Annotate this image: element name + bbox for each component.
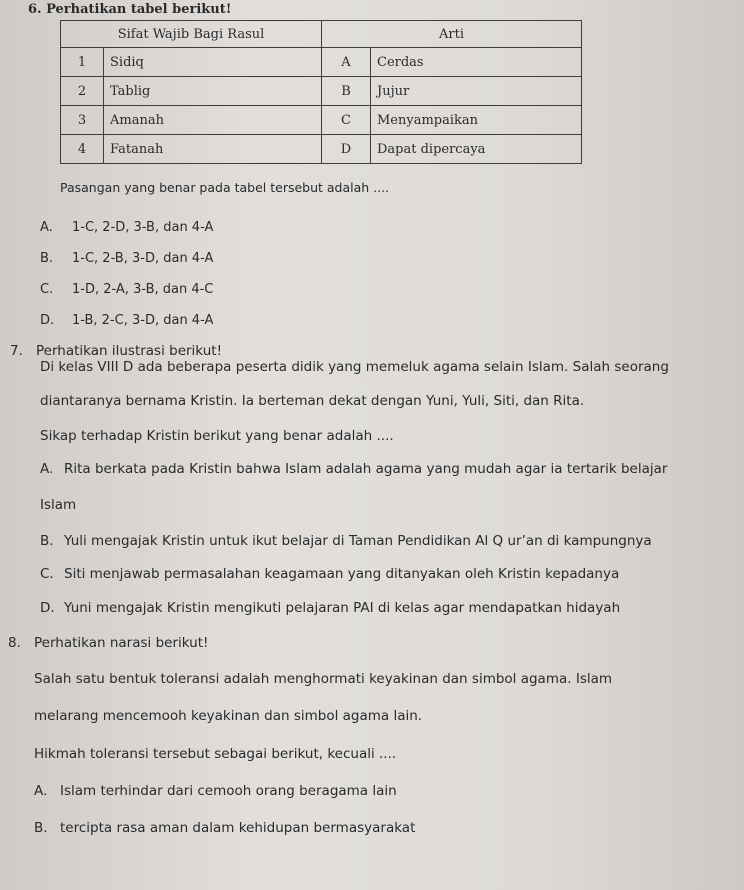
- q7-option-a-continued: Islam: [40, 497, 77, 513]
- row-name: Fatanah: [104, 135, 322, 164]
- option-text: 1-C, 2-D, 3-B, dan 4-A: [72, 220, 214, 235]
- option-text: 1-B, 2-C, 3-D, dan 4-A: [72, 313, 214, 328]
- q8-option-b[interactable]: [34, 820, 415, 836]
- row-number: 4: [61, 135, 104, 164]
- q6-table: [60, 20, 582, 164]
- option-label: C.: [40, 282, 54, 297]
- q7-prompt: Sikap terhadap Kristin berikut yang benar adalah ....: [40, 428, 394, 444]
- q7-option-d[interactable]: [40, 600, 620, 616]
- q8-title: Perhatikan narasi berikut!: [34, 635, 209, 651]
- row-number: 2: [61, 77, 104, 106]
- row-letter: D: [322, 135, 371, 164]
- row-meaning: Menyampaikan: [371, 106, 582, 135]
- q6-title: Perhatikan tabel berikut!: [46, 2, 232, 17]
- table-row: [61, 106, 582, 135]
- option-label: A.: [40, 220, 53, 235]
- option-label: D.: [40, 313, 55, 328]
- q8-line-2: melarang mencemooh keyakinan dan simbol agama lain.: [34, 708, 423, 724]
- row-meaning: Jujur: [371, 77, 582, 106]
- row-letter: A: [322, 48, 371, 77]
- table-header-right: Arti: [322, 21, 582, 48]
- q8-heading: [8, 635, 208, 651]
- q7-heading: [10, 343, 222, 359]
- row-meaning: Dapat dipercaya: [371, 135, 582, 164]
- row-number: 3: [61, 106, 104, 135]
- row-letter: C: [322, 106, 371, 135]
- option-text: 1-D, 2-A, 3-B, dan 4-C: [72, 282, 214, 297]
- q7-option-a[interactable]: [40, 461, 667, 477]
- row-letter: B: [322, 77, 371, 106]
- q6-option-c[interactable]: [40, 282, 213, 297]
- q8-prompt: Hikmah toleransi tersebut sebagai berikut, kecuali ....: [34, 746, 397, 762]
- table-row: [61, 135, 582, 164]
- option-text: Siti menjawab permasalahan keagamaan yang ditanyakan oleh Kristin kepadanya: [64, 566, 620, 582]
- option-label: A.: [34, 783, 48, 799]
- q8-option-a[interactable]: [34, 783, 397, 799]
- row-name: Amanah: [104, 106, 322, 135]
- q6-heading: [28, 2, 231, 17]
- row-meaning: Cerdas: [371, 48, 582, 77]
- q7-option-c[interactable]: [40, 566, 619, 582]
- option-text: tercipta rasa aman dalam kehidupan bermasyarakat: [60, 820, 416, 836]
- q6-prompt: Pasangan yang benar pada tabel tersebut adalah ....: [60, 180, 390, 195]
- option-label: B.: [40, 533, 54, 549]
- option-text: Yuli mengajak Kristin untuk ikut belajar di Taman Pendidikan Al Q ur’an di kampungnya: [64, 533, 652, 549]
- q7-title: Perhatikan ilustrasi berikut!: [36, 343, 222, 359]
- option-label: C.: [40, 566, 54, 582]
- q6-option-d[interactable]: [40, 313, 213, 328]
- table-row: [61, 77, 582, 106]
- option-text: Yuni mengajak Kristin mengikuti pelajaran PAI di kelas agar mendapatkan hidayah: [64, 600, 621, 616]
- q7-option-b[interactable]: [40, 533, 652, 549]
- row-name: Tablig: [104, 77, 322, 106]
- q7-number: 7.: [10, 343, 23, 359]
- option-label: A.: [40, 461, 54, 477]
- option-text: 1-C, 2-B, 3-D, dan 4-A: [72, 251, 214, 266]
- q6-option-b[interactable]: [40, 251, 213, 266]
- q8-number: 8.: [8, 635, 21, 651]
- row-name: Sidiq: [104, 48, 322, 77]
- q7-line-1: Di kelas VIII D ada beberapa peserta didik yang memeluk agama selain Islam. Salah seorang: [40, 359, 669, 375]
- q6-option-a[interactable]: [40, 220, 213, 235]
- q8-line-1: Salah satu bentuk toleransi adalah menghormati keyakinan dan simbol agama. Islam: [34, 671, 613, 687]
- option-label: B.: [40, 251, 54, 266]
- table-header-left: Sifat Wajib Bagi Rasul: [61, 21, 322, 48]
- q6-number: 6.: [28, 2, 42, 17]
- option-label: B.: [34, 820, 48, 836]
- table-row: [61, 48, 582, 77]
- option-text: Islam terhindar dari cemooh orang beragama lain: [60, 783, 397, 799]
- option-label: D.: [40, 600, 55, 616]
- option-text: Rita berkata pada Kristin bahwa Islam adalah agama yang mudah agar ia tertarik belajar: [64, 461, 668, 477]
- q7-line-2: diantaranya bernama Kristin. Ia berteman dekat dengan Yuni, Yuli, Siti, dan Rita.: [40, 393, 585, 409]
- row-number: 1: [61, 48, 104, 77]
